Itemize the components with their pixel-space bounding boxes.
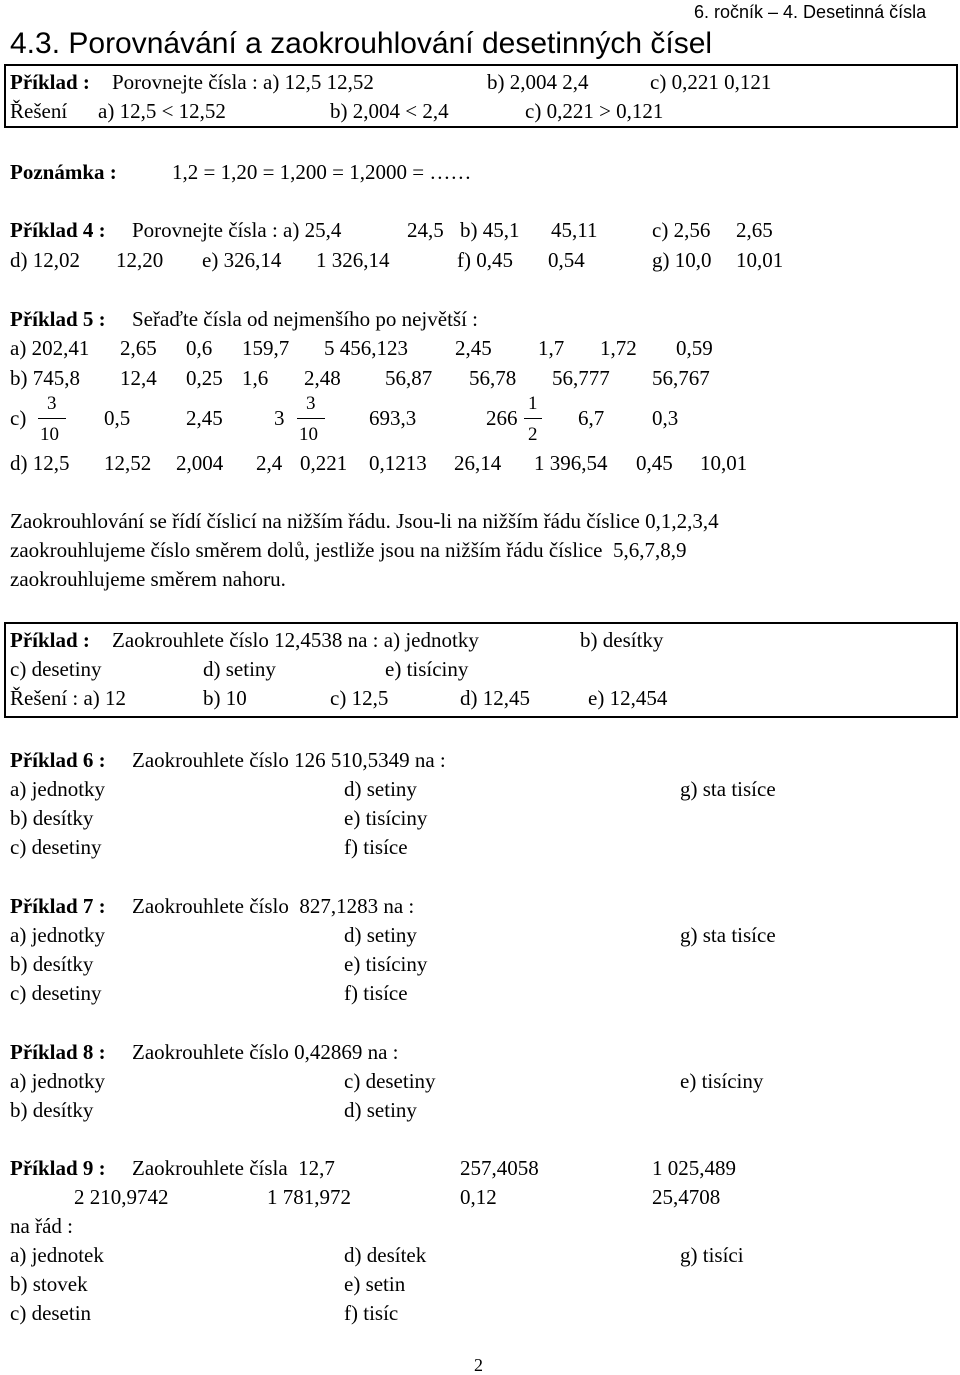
fraction-bar [38,418,66,419]
ex5-b-item: 56,767 [652,366,710,390]
solution-a: a) 12,5 < 12,52 [98,99,226,123]
note-text: 1,2 = 1,20 = 1,200 = 1,2000 = …… [172,160,472,184]
fraction [297,394,325,446]
option: g) tisíci [680,1243,744,1267]
ex9-number: 1 781,972 [267,1185,351,1209]
fraction-denominator: 2 [528,424,538,445]
example-round-item: Zaokrouhlete číslo 12,4538 na : a) jednotky [112,628,479,652]
ex9-order-label: na řád : [10,1214,73,1238]
option: d) setiny [344,777,417,801]
exercise-label: Příklad 8 : [10,1040,106,1064]
ex4-item: 1 326,14 [316,248,390,272]
ex5-d-item: 12,52 [104,451,152,475]
ex5-d-item: 2,4 [256,451,283,475]
fraction-denominator: 10 [299,424,318,445]
ex4-item: 24,5 [407,218,444,242]
exercise-text: Zaokrouhlete číslo 126 510,5349 na : [132,748,446,772]
ex5-a-item: 2,45 [455,336,492,360]
ex5-a-item: 5 456,123 [324,336,408,360]
ex4-item: 2,65 [736,218,773,242]
solution-b: b) 2,004 < 2,4 [330,99,449,123]
ex4-item: f) 0,45 [457,248,513,272]
ex5-c-item: 2,45 [186,406,223,430]
section-title: 4.3. Porovnávání a zaokrouhlování desetinných čísel [10,27,713,60]
option: g) sta tisíce [680,923,776,947]
example-round-solution: e) 12,454 [588,686,668,710]
ex5-c-whole: 3 [274,406,285,430]
option: c) desetiny [10,835,102,859]
ex5-a-item: 2,65 [120,336,157,360]
fraction-denominator: 10 [40,424,59,445]
example-label: Příklad : [10,628,90,652]
option: f) tisíce [344,835,408,859]
ex5-a-item: 0,6 [186,336,213,360]
ex5-d-item: 0,1213 [369,451,427,475]
exercise-label: Příklad 9 : [10,1156,106,1180]
option: b) desítky [10,1098,94,1122]
option: e) tisíciny [344,952,428,976]
example-round-solution: d) 12,45 [460,686,530,710]
exercise-text: Seřaďte čísla od nejmenšího po největší : [132,307,478,331]
ex5-c-item: 0,3 [652,406,679,430]
option: d) setiny [344,1098,417,1122]
fraction-numerator: 3 [47,393,57,414]
ex5-a-item: 1,72 [600,336,637,360]
ex5-d-item: 1 396,54 [534,451,608,475]
option: e) tisíciny [344,806,428,830]
ex4-item: g) 10,0 [652,248,712,272]
example-round-solution: b) 10 [203,686,247,710]
ex5-d-item: 2,004 [176,451,224,475]
ex5-d-item: 0,221 [300,451,348,475]
ex4-item: 10,01 [736,248,784,272]
ex9-number: 257,4058 [460,1156,539,1180]
ex5-a-item: 159,7 [242,336,290,360]
ex5-b-item: b) 745,8 [10,366,80,390]
ex9-number: 0,12 [460,1185,497,1209]
ex5-c-item: 693,3 [369,406,417,430]
option: d) setiny [344,923,417,947]
option: b) desítky [10,952,94,976]
option: b) desítky [10,806,94,830]
exercise-label: Příklad 7 : [10,894,106,918]
example-task-c: c) 0,221 0,121 [650,70,772,94]
solution-c: c) 0,221 > 0,121 [525,99,664,123]
option: g) sta tisíce [680,777,776,801]
ex5-a-item: 1,7 [538,336,565,360]
ex5-c-prefix: c) [10,406,27,430]
ex5-c-item: 6,7 [578,406,605,430]
exercise-text: Zaokrouhlete číslo 827,1283 na : [132,894,415,918]
note-label: Poznámka : [10,160,117,184]
ex9-number: 2 210,9742 [74,1185,169,1209]
example-task: Porovnejte čísla : a) 12,5 12,52 [112,70,374,94]
option: b) stovek [10,1272,88,1296]
example-round-item: d) setiny [203,657,276,681]
option: f) tisíc [344,1301,399,1325]
option: a) jednotek [10,1243,104,1267]
ex5-b-item: 56,777 [552,366,610,390]
option: f) tisíce [344,981,408,1005]
page-header: 6. ročník – 4. Desetinná čísla [694,2,927,22]
ex5-c-item: 0,5 [104,406,131,430]
example-round-item: e) tisíciny [385,657,469,681]
ex5-a-item: 0,59 [676,336,713,360]
option: e) tisíciny [680,1069,764,1093]
exercise-label: Příklad 5 : [10,307,106,331]
ex5-b-item: 2,48 [304,366,341,390]
ex4-item: d) 12,02 [10,248,80,272]
ex5-d-item: 26,14 [454,451,502,475]
ex5-d-item: 10,01 [700,451,748,475]
exercise-text: Zaokrouhlete čísla 12,7 [132,1156,335,1180]
ex5-b-item: 0,25 [186,366,223,390]
rule-line: zaokrouhlujeme číslo směrem dolů, jestliže jsou na nižším řádu číslice 5,6,7,8,9 [10,538,687,562]
ex5-d-item: 0,45 [636,451,673,475]
fraction-numerator: 3 [306,393,316,414]
option: a) jednotky [10,1069,106,1093]
option: a) jednotky [10,777,106,801]
ex4-item: 45,11 [551,218,598,242]
ex4-item: e) 326,14 [202,248,282,272]
option: d) desítek [344,1243,427,1267]
ex5-c-whole: 266 [486,406,518,430]
option: c) desetiny [344,1069,436,1093]
ex5-b-item: 12,4 [120,366,157,390]
example-round-solution: c) 12,5 [330,686,389,710]
exercise-label: Příklad 6 : [10,748,106,772]
ex5-d-item: d) 12,5 [10,451,70,475]
ex5-b-item: 56,78 [469,366,517,390]
page-number: 2 [474,1355,483,1375]
example-round-item: c) desetiny [10,657,102,681]
example-round-item: b) desítky [580,628,664,652]
ex4-item: c) 2,56 [652,218,711,242]
fraction-bar [297,418,325,419]
ex4-item: 12,20 [116,248,164,272]
ex4-item: 0,54 [548,248,585,272]
ex5-a-item: a) 202,41 [10,336,90,360]
exercise-text: Zaokrouhlete číslo 0,42869 na : [132,1040,399,1064]
option: e) setin [344,1272,406,1296]
fraction-bar [524,418,542,419]
example-task-b: b) 2,004 2,4 [487,70,589,94]
ex5-b-item: 56,87 [385,366,433,390]
ex4-item: b) 45,1 [460,218,520,242]
option: c) desetin [10,1301,92,1325]
exercise-label: Příklad 4 : [10,218,106,242]
fraction [38,394,66,446]
example-round-solution: Řešení : a) 12 [10,686,127,710]
solution-label: Řešení [10,99,68,123]
rule-line: zaokrouhlujeme směrem nahoru. [10,567,286,591]
fraction-numerator: 1 [528,393,538,414]
ex4-item: Porovnejte čísla : a) 25,4 [132,218,342,242]
option: a) jednotky [10,923,106,947]
rule-line: Zaokrouhlování se řídí číslicí na nižším řádu. Jsou-li na nižším řádu číslice 0,1,2,3,4 [10,509,719,533]
option: c) desetiny [10,981,102,1005]
ex5-b-item: 1,6 [242,366,269,390]
ex9-number: 1 025,489 [652,1156,736,1180]
example-label: Příklad : [10,70,90,94]
ex9-number: 25,4708 [652,1185,721,1209]
fraction [524,394,542,446]
